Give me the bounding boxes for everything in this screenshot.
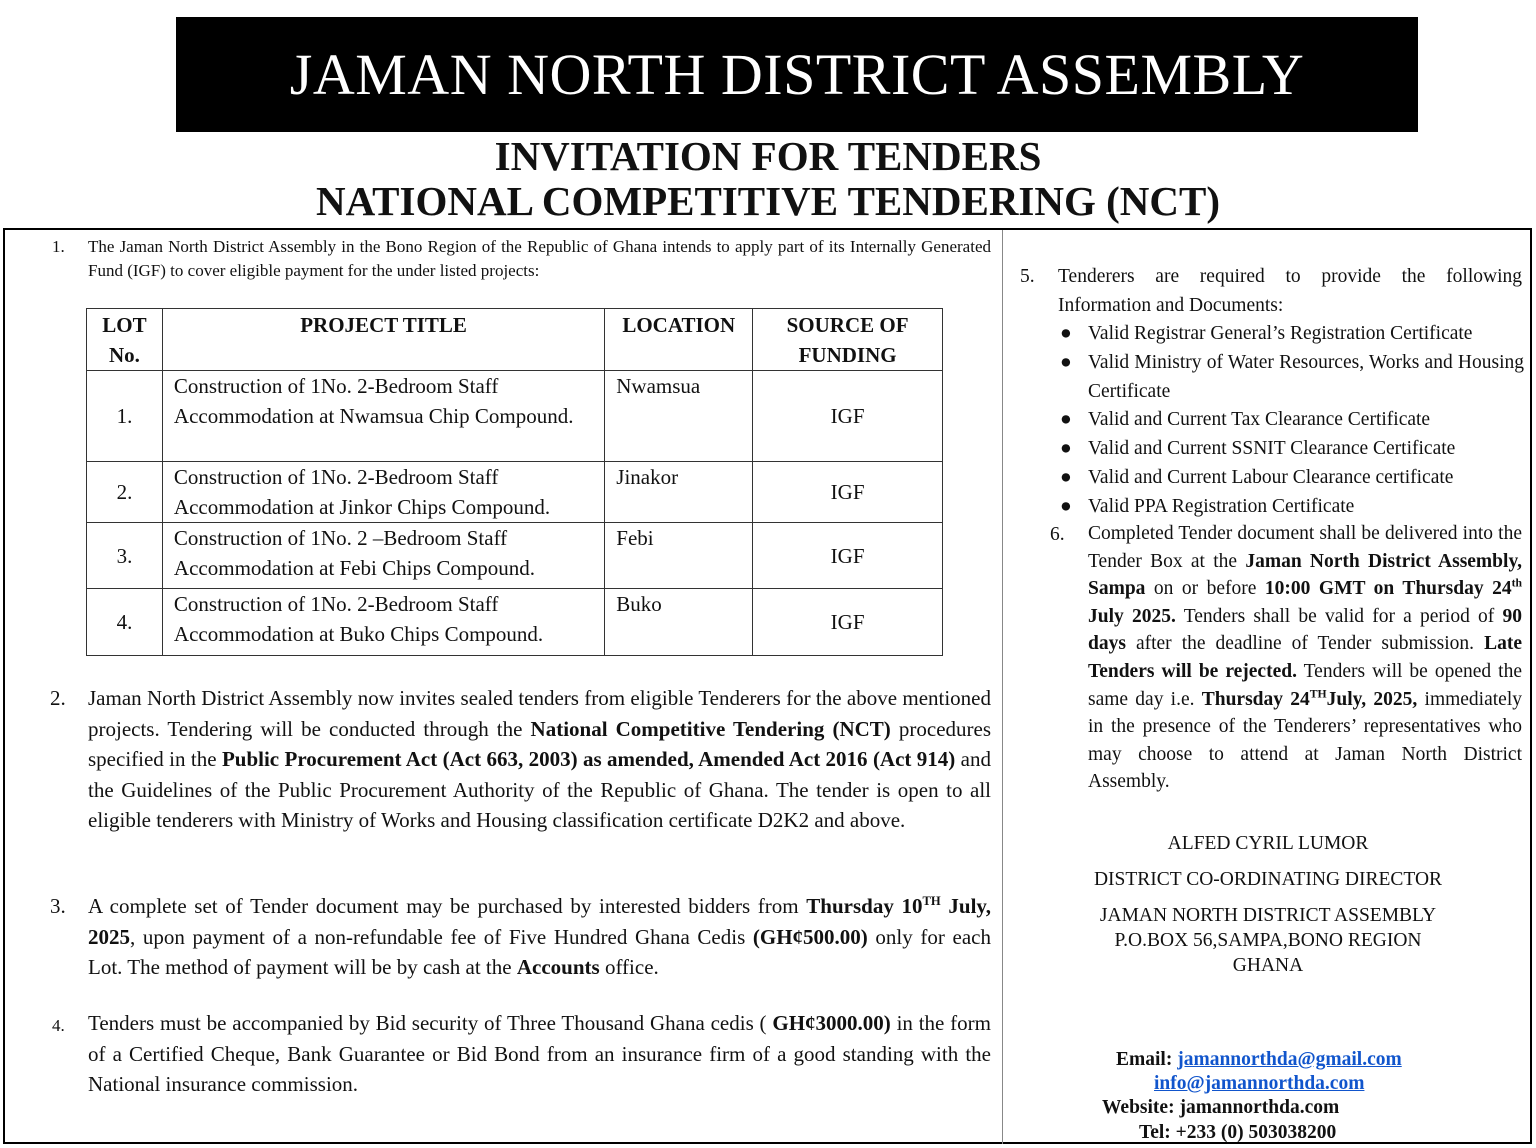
lot-number: 3.	[87, 523, 163, 589]
website-text: Website: jamannorthda.com	[1102, 1097, 1340, 1118]
bullet-icon: ●	[1060, 466, 1072, 488]
table-row	[87, 589, 943, 656]
signatory-org: JAMAN NORTH DISTRICT ASSEMBLY	[1099, 905, 1437, 926]
lot-number: 2.	[87, 462, 163, 523]
signatory-country: GHANA	[1232, 955, 1304, 976]
list-item: ● Valid Registrar General’s Registration Certificate	[1058, 320, 1524, 349]
item-2-text: Jaman North District Assembly now invites sealed tenders from eligible Tenderers for the above mentioned projects. Tendering will be conducted through the National Competitive Tendering (NCT) procedures specified in the Public Procurement Act (Act 663, 2003) as amended, Amended Act 2016 (Act 914) and the Guidelines of the Public Procurement Authority of the Republic of Ghana. The tender is open to all eligible tenderers with Ministry of Works and Housing classification certificate D2K2 and above.	[88, 686, 992, 832]
email-label: Email:	[1116, 1049, 1173, 1070]
funding-source: IGF	[753, 523, 943, 589]
banner-title: JAMAN NORTH DISTRICT ASSEMBLY	[289, 42, 1305, 107]
bullet-icon: ●	[1060, 495, 1072, 517]
item-6-text: Completed Tender document shall be delivered into the Tender Box at the Jaman North District Assembly, Sampa on or before 10:00 GMT on Thursday 24th July 2025. Tenders shall be valid for a period of 90 days after the deadline of Tender submission. Late Tenders will be rejected. Tenders will be opened the same day i.e. Thursday 24THJuly, 2025, immediately in the presence of the Tenderers’ representatives who may choose to attend at Jaman North District Assembly.	[1088, 523, 1523, 793]
required-documents-list	[1058, 320, 1524, 522]
item-5-text: Tenderers are required to provide the following Information and Documents:	[1058, 266, 1522, 316]
item-number: 1.	[52, 237, 65, 256]
item-number: 6.	[1050, 524, 1065, 545]
bullet-icon: ●	[1060, 409, 1072, 431]
list-item: ● Valid PPA Registration Certificate	[1058, 493, 1524, 522]
item-number: 3.	[50, 894, 66, 918]
table-row	[87, 371, 943, 462]
list-item: ● Valid and Current Tax Clearance Certificate	[1058, 406, 1524, 435]
table-row	[87, 462, 943, 523]
item-number: 2.	[50, 686, 66, 710]
column-header-location: LOCATION	[605, 309, 753, 371]
item-3-text: A complete set of Tender document may be purchased by interested bidders from Thursday 10TH July, 2025, upon payment of a non-refundable fee of Five Hundred Ghana Cedis (GH¢500.00) only for each Lot. The method of payment will be by cash at the Accounts office.	[88, 894, 991, 979]
bullet-icon: ●	[1060, 438, 1072, 460]
telephone-text: Tel: +233 (0) 503038200	[1139, 1122, 1337, 1143]
funding-source: IGF	[753, 371, 943, 462]
email-row	[1116, 1049, 1402, 1071]
list-item: ● Valid and Current Labour Clearance certificate	[1058, 464, 1524, 493]
item-number: 4.	[52, 1016, 65, 1035]
project-title: Construction of 1No. 2-Bedroom Staff Accommodation at Jinkor Chips Compound.	[162, 462, 604, 523]
funding-source: IGF	[753, 589, 943, 656]
email-row-secondary	[1154, 1073, 1364, 1095]
item-4-text: Tenders must be accompanied by Bid security of Three Thousand Ghana cedis ( GH¢3000.00) in the form of a Certified Cheque, Bank Guarantee or Bid Bond from an insurance firm of a good standing with the National insurance commission.	[88, 1011, 992, 1096]
page-title: INVITATION FOR TENDERS	[494, 133, 1042, 179]
page-subtitle: NATIONAL COMPETITIVE TENDERING (NCT)	[315, 178, 1221, 224]
header-banner	[176, 17, 1418, 132]
item-number: 5.	[1020, 266, 1035, 287]
table-row	[87, 523, 943, 589]
email-link-primary[interactable]: jamannorthda@gmail.com	[1177, 1049, 1402, 1070]
project-title: Construction of 1No. 2 –Bedroom Staff Accommodation at Febi Chips Compound.	[162, 523, 604, 589]
column-header-project-title: PROJECT TITLE	[162, 309, 604, 371]
table-header-row	[87, 309, 943, 371]
project-location: Buko	[605, 589, 753, 656]
project-title: Construction of 1No. 2-Bedroom Staff Accommodation at Buko Chips Compound.	[162, 589, 604, 656]
project-location: Nwamsua	[605, 371, 753, 462]
column-header-lot: LOT No.	[87, 309, 163, 371]
column-divider	[1002, 230, 1003, 1144]
bullet-icon: ●	[1060, 351, 1072, 373]
item-1-text: The Jaman North District Assembly in the Bono Region of the Republic of Ghana intends to apply part of its Internally Generated Fund (IGF) to cover eligible payment for the under listed projects:	[88, 237, 991, 280]
project-title: Construction of 1No. 2-Bedroom Staff Accommodation at Nwamsua Chip Compound.	[162, 371, 604, 462]
projects-table	[86, 308, 943, 656]
list-item: ● Valid Ministry of Water Resources, Works and Housing Certificate	[1058, 349, 1524, 407]
lot-number: 1.	[87, 371, 163, 462]
signatory-role: DISTRICT CO-ORDINATING DIRECTOR	[1093, 869, 1443, 890]
funding-source: IGF	[753, 462, 943, 523]
email-link-secondary[interactable]: info@jamannorthda.com	[1154, 1073, 1365, 1094]
column-header-source-of-funding: SOURCE OF FUNDING	[753, 309, 943, 371]
lot-number: 4.	[87, 589, 163, 656]
project-location: Febi	[605, 523, 753, 589]
signatory-address: P.O.BOX 56,SAMPA,BONO REGION	[1114, 930, 1422, 951]
project-location: Jinakor	[605, 462, 753, 523]
signatory-name: ALFED CYRIL LUMOR	[1167, 833, 1369, 854]
bullet-icon: ●	[1060, 323, 1072, 344]
list-item: ● Valid and Current SSNIT Clearance Certificate	[1058, 435, 1524, 464]
